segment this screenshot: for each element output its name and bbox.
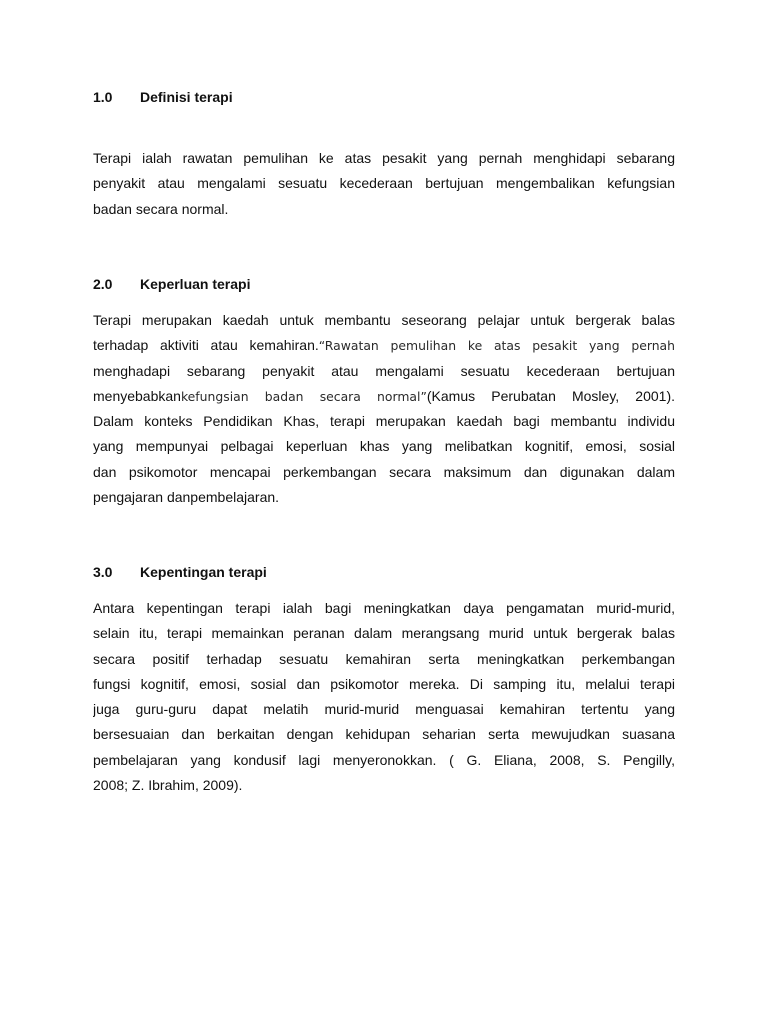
section-title: Definisi terapi <box>140 89 233 105</box>
paragraph-line: juga guru-guru dapat melatih murid-murid menguasai kemahiran tertentu yang <box>93 701 675 718</box>
paragraph-line: pengajaran danpembelajaran. <box>93 489 280 506</box>
paragraph-text: terhadap aktiviti atau kemahiran. <box>93 337 319 354</box>
paragraph-line: badan secara normal. <box>93 200 229 217</box>
paragraph-line: Terapi ialah rawatan pemulihan ke atas pesakit yang pernah menghidapi sebarang <box>93 150 675 166</box>
paragraph-line: 2008; Z. Ibrahim, 2009). <box>93 777 243 794</box>
paragraph-line: pembelajaran yang kondusif lagi menyeronokkan. ( G. Eliana, 2008, S. Pengilly, <box>93 751 675 768</box>
paragraph-line: penyakit atau mengalami sesuatu kecederaan bertujuan mengembalikan kefungsian <box>93 175 675 192</box>
citation-text: (Kamus Perubatan Mosley, 2001). <box>426 387 675 404</box>
section-heading-keperluan <box>93 274 250 294</box>
paragraph-line: bersesuaian dan berkaitan dengan kehidupan seharian serta mewujudkan suasana <box>93 726 675 743</box>
paragraph-line: selain itu, terapi memainkan peranan dalam merangsang murid untuk bergerak balas <box>93 625 675 642</box>
paragraph-line: yang mempunyai pelbagai keperluan khas yang melibatkan kognitif, emosi, sosial <box>93 438 675 455</box>
section-heading-definisi <box>93 87 233 107</box>
section-title: Keperluan terapi <box>140 276 251 292</box>
paragraph-line: secara positif terhadap sesuatu kemahiran serta meningkatkan perkembangan <box>93 650 675 667</box>
paragraph-text: menyebabkan <box>93 387 181 404</box>
paragraph-line <box>93 384 675 409</box>
paragraph-keperluan <box>93 308 675 510</box>
section-title: Kepentingan terapi <box>140 564 267 580</box>
quotation-text: “Rawatan pemulihan ke atas pesakit yang pernah <box>318 338 675 354</box>
section-heading-kepentingan <box>93 562 267 582</box>
paragraph-kepentingan <box>93 596 675 798</box>
paragraph-definisi <box>93 146 675 222</box>
quotation-text: kefungsian badan secara normal” <box>180 388 427 404</box>
paragraph-line <box>93 333 675 358</box>
paragraph-line: Antara kepentingan terapi ialah bagi meningkatkan daya pengamatan murid-murid, <box>93 600 675 616</box>
paragraph-line: Terapi merupakan kaedah untuk membantu seseorang pelajar untuk bergerak balas <box>93 312 675 328</box>
section-number: 2.0 <box>93 276 113 292</box>
paragraph-line: dan psikomotor mencapai perkembangan secara maksimum dan digunakan dalam <box>93 463 675 480</box>
paragraph-line: Dalam konteks Pendidikan Khas, terapi merupakan kaedah bagi membantu individu <box>93 413 675 430</box>
paragraph-line: fungsi kognitif, emosi, sosial dan psikomotor mereka. Di samping itu, melalui terapi <box>93 675 675 692</box>
section-number: 3.0 <box>93 564 113 580</box>
section-number: 1.0 <box>93 89 113 105</box>
paragraph-line: menghadapi sebarang penyakit atau mengalami sesuatu kecederaan bertujuan <box>93 362 675 379</box>
